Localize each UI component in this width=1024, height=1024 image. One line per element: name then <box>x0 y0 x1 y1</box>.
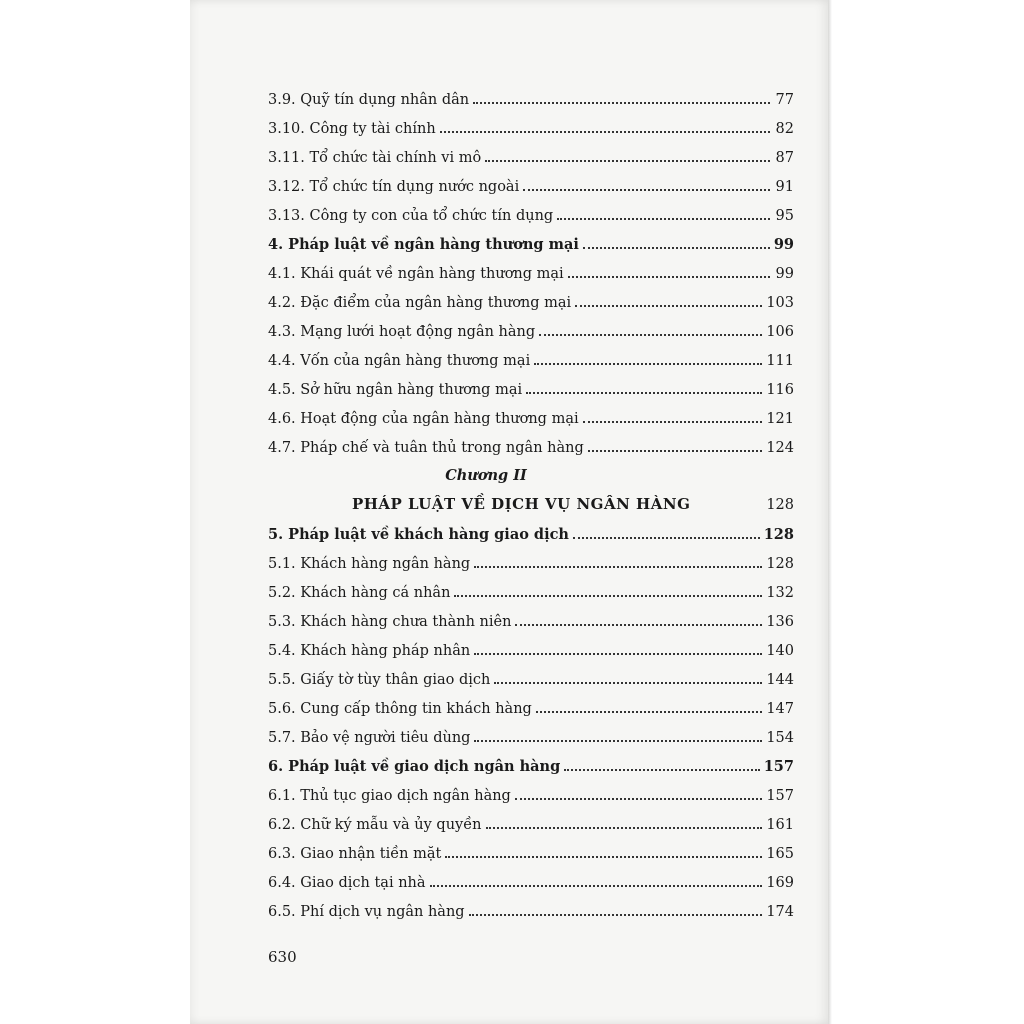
toc-entry <box>268 281 794 310</box>
toc-leader-dots <box>515 623 762 626</box>
toc-entry-label: 6.2. Chữ ký mẫu và ủy quyền <box>268 816 482 833</box>
toc-entry <box>268 629 794 658</box>
toc-entry <box>268 658 794 687</box>
toc-entry-label: 3.10. Công ty tài chính <box>268 120 436 137</box>
toc-leader-dots <box>473 101 770 104</box>
toc-entry <box>268 310 794 339</box>
toc-entry-page: 144 <box>766 671 794 688</box>
toc-entry <box>268 223 794 252</box>
toc-entry-label: 6.1. Thủ tục giao dịch ngân hàng <box>268 787 511 804</box>
toc-entry-page: 169 <box>766 874 794 891</box>
toc-leader-dots <box>469 913 763 916</box>
toc-leader-dots <box>515 797 762 800</box>
toc-entry-label: 6.3. Giao nhận tiền mặt <box>268 845 442 862</box>
toc-entry-label: 5.4. Khách hàng pháp nhân <box>268 642 471 659</box>
toc-entry-page: 106 <box>766 323 794 340</box>
toc-leader-dots <box>588 449 763 452</box>
toc-entry <box>268 803 794 832</box>
page-edge <box>828 0 832 1024</box>
page-number: 630 <box>268 948 297 966</box>
toc-entry-label: 6.5. Phí dịch vụ ngân hàng <box>268 903 465 920</box>
toc-entry-label: 3.9. Quỹ tín dụng nhân dân <box>268 91 470 108</box>
toc-list-bottom <box>268 513 794 919</box>
toc-entry <box>268 571 794 600</box>
toc-entry-page: 91 <box>775 178 794 195</box>
toc-entry-page: 128 <box>763 525 794 543</box>
toc-entry-page: 99 <box>775 265 794 282</box>
toc-entry-page: 154 <box>766 729 794 746</box>
toc-leader-dots <box>557 217 770 220</box>
toc-entry <box>268 426 794 455</box>
toc-entry-page: 165 <box>766 845 794 862</box>
toc-entry-page: 121 <box>766 410 794 427</box>
toc-entry-page: 116 <box>766 381 794 398</box>
toc-leader-dots <box>583 420 763 423</box>
toc-entry <box>268 745 794 774</box>
toc-entry-label: 3.13. Công ty con của tổ chức tín dụng <box>268 207 554 224</box>
toc-leader-dots <box>445 855 762 858</box>
toc-entry-label: 5. Pháp luật về khách hàng giao dịch <box>268 525 569 543</box>
toc-entry <box>268 513 794 542</box>
toc-leader-dots <box>523 188 770 191</box>
table-of-contents <box>268 78 794 919</box>
toc-leader-dots <box>474 652 762 655</box>
toc-leader-dots <box>539 333 762 336</box>
toc-entry <box>268 107 794 136</box>
toc-entry <box>268 890 794 919</box>
toc-entry-page: 136 <box>766 613 794 630</box>
toc-entry-page: 157 <box>766 787 794 804</box>
toc-leader-dots <box>534 362 762 365</box>
toc-entry-page: 124 <box>766 439 794 456</box>
toc-entry <box>268 687 794 716</box>
toc-entry <box>268 397 794 426</box>
toc-entry-page: 103 <box>766 294 794 311</box>
toc-entry-page: 147 <box>766 700 794 717</box>
toc-leader-dots <box>440 130 770 133</box>
toc-entry-page: 87 <box>775 149 794 166</box>
toc-entry-page: 111 <box>766 352 794 369</box>
toc-entry <box>268 716 794 745</box>
toc-entry <box>268 774 794 803</box>
toc-entry-label: 4.2. Đặc điểm của ngân hàng thương mại <box>268 294 572 311</box>
toc-leader-dots <box>564 768 760 771</box>
toc-entry-label: 4.7. Pháp chế và tuân thủ trong ngân hàng <box>268 439 584 456</box>
toc-entry <box>268 78 794 107</box>
toc-entry-page: 95 <box>775 207 794 224</box>
toc-entry <box>268 600 794 629</box>
toc-entry <box>268 165 794 194</box>
toc-entry-label: 5.1. Khách hàng ngân hàng <box>268 555 471 572</box>
toc-entry-page: 161 <box>766 816 794 833</box>
toc-entry-page: 157 <box>763 757 794 775</box>
chapter-title: PHÁP LUẬT VỀ DỊCH VỤ NGÂN HÀNG <box>351 495 691 513</box>
toc-entry-label: 5.5. Giấy tờ tùy thân giao dịch <box>268 671 491 688</box>
chapter-title-row <box>268 484 794 513</box>
toc-entry-label: 4.6. Hoạt động của ngân hàng thương mại <box>268 410 579 427</box>
toc-leader-dots <box>494 681 762 684</box>
toc-leader-dots <box>486 826 763 829</box>
toc-entry <box>268 339 794 368</box>
toc-entry-page: 99 <box>773 235 794 253</box>
toc-entry-label: 5.2. Khách hàng cá nhân <box>268 584 451 601</box>
toc-entry-page: 128 <box>766 555 794 572</box>
toc-leader-dots <box>474 565 762 568</box>
toc-entry-page: 132 <box>766 584 794 601</box>
toc-entry <box>268 136 794 165</box>
toc-leader-dots <box>485 159 770 162</box>
toc-entry-label: 4.4. Vốn của ngân hàng thương mại <box>268 352 531 369</box>
toc-list-top <box>268 78 794 455</box>
toc-leader-dots <box>536 710 762 713</box>
toc-leader-dots <box>573 536 760 539</box>
toc-leader-dots <box>430 884 763 887</box>
toc-entry <box>268 832 794 861</box>
toc-entry-page: 82 <box>775 120 794 137</box>
toc-entry-label: 5.6. Cung cấp thông tin khách hàng <box>268 700 532 717</box>
toc-leader-dots <box>474 739 762 742</box>
toc-entry <box>268 542 794 571</box>
toc-leader-dots <box>575 304 762 307</box>
toc-entry-page: 77 <box>775 91 794 108</box>
toc-entry-label: 5.3. Khách hàng chưa thành niên <box>268 613 512 630</box>
toc-entry-page: 140 <box>766 642 794 659</box>
toc-entry-page: 174 <box>766 903 794 920</box>
toc-entry-label: 4.3. Mạng lưới hoạt động ngân hàng <box>268 323 536 340</box>
toc-leader-dots <box>526 391 762 394</box>
toc-entry-label: 5.7. Bảo vệ người tiêu dùng <box>268 729 471 746</box>
toc-leader-dots <box>583 246 770 249</box>
chapter-heading: Chương II <box>445 467 527 484</box>
toc-leader-dots <box>454 594 762 597</box>
toc-entry-label: 6. Pháp luật về giao dịch ngân hàng <box>268 757 561 775</box>
chapter-page: 128 <box>766 497 794 513</box>
toc-entry <box>268 194 794 223</box>
toc-entry <box>268 861 794 890</box>
toc-leader-dots <box>568 275 770 278</box>
toc-entry-label: 4.1. Khái quát về ngân hàng thương mại <box>268 265 564 282</box>
toc-entry-label: 3.12. Tổ chức tín dụng nước ngoài <box>268 178 520 195</box>
toc-entry <box>268 368 794 397</box>
toc-entry-label: 6.4. Giao dịch tại nhà <box>268 874 426 891</box>
toc-entry-label: 3.11. Tổ chức tài chính vi mô <box>268 149 482 166</box>
toc-entry <box>268 252 794 281</box>
toc-entry-label: 4.5. Sở hữu ngân hàng thương mại <box>268 381 523 398</box>
toc-entry-label: 4. Pháp luật về ngân hàng thương mại <box>268 235 579 253</box>
